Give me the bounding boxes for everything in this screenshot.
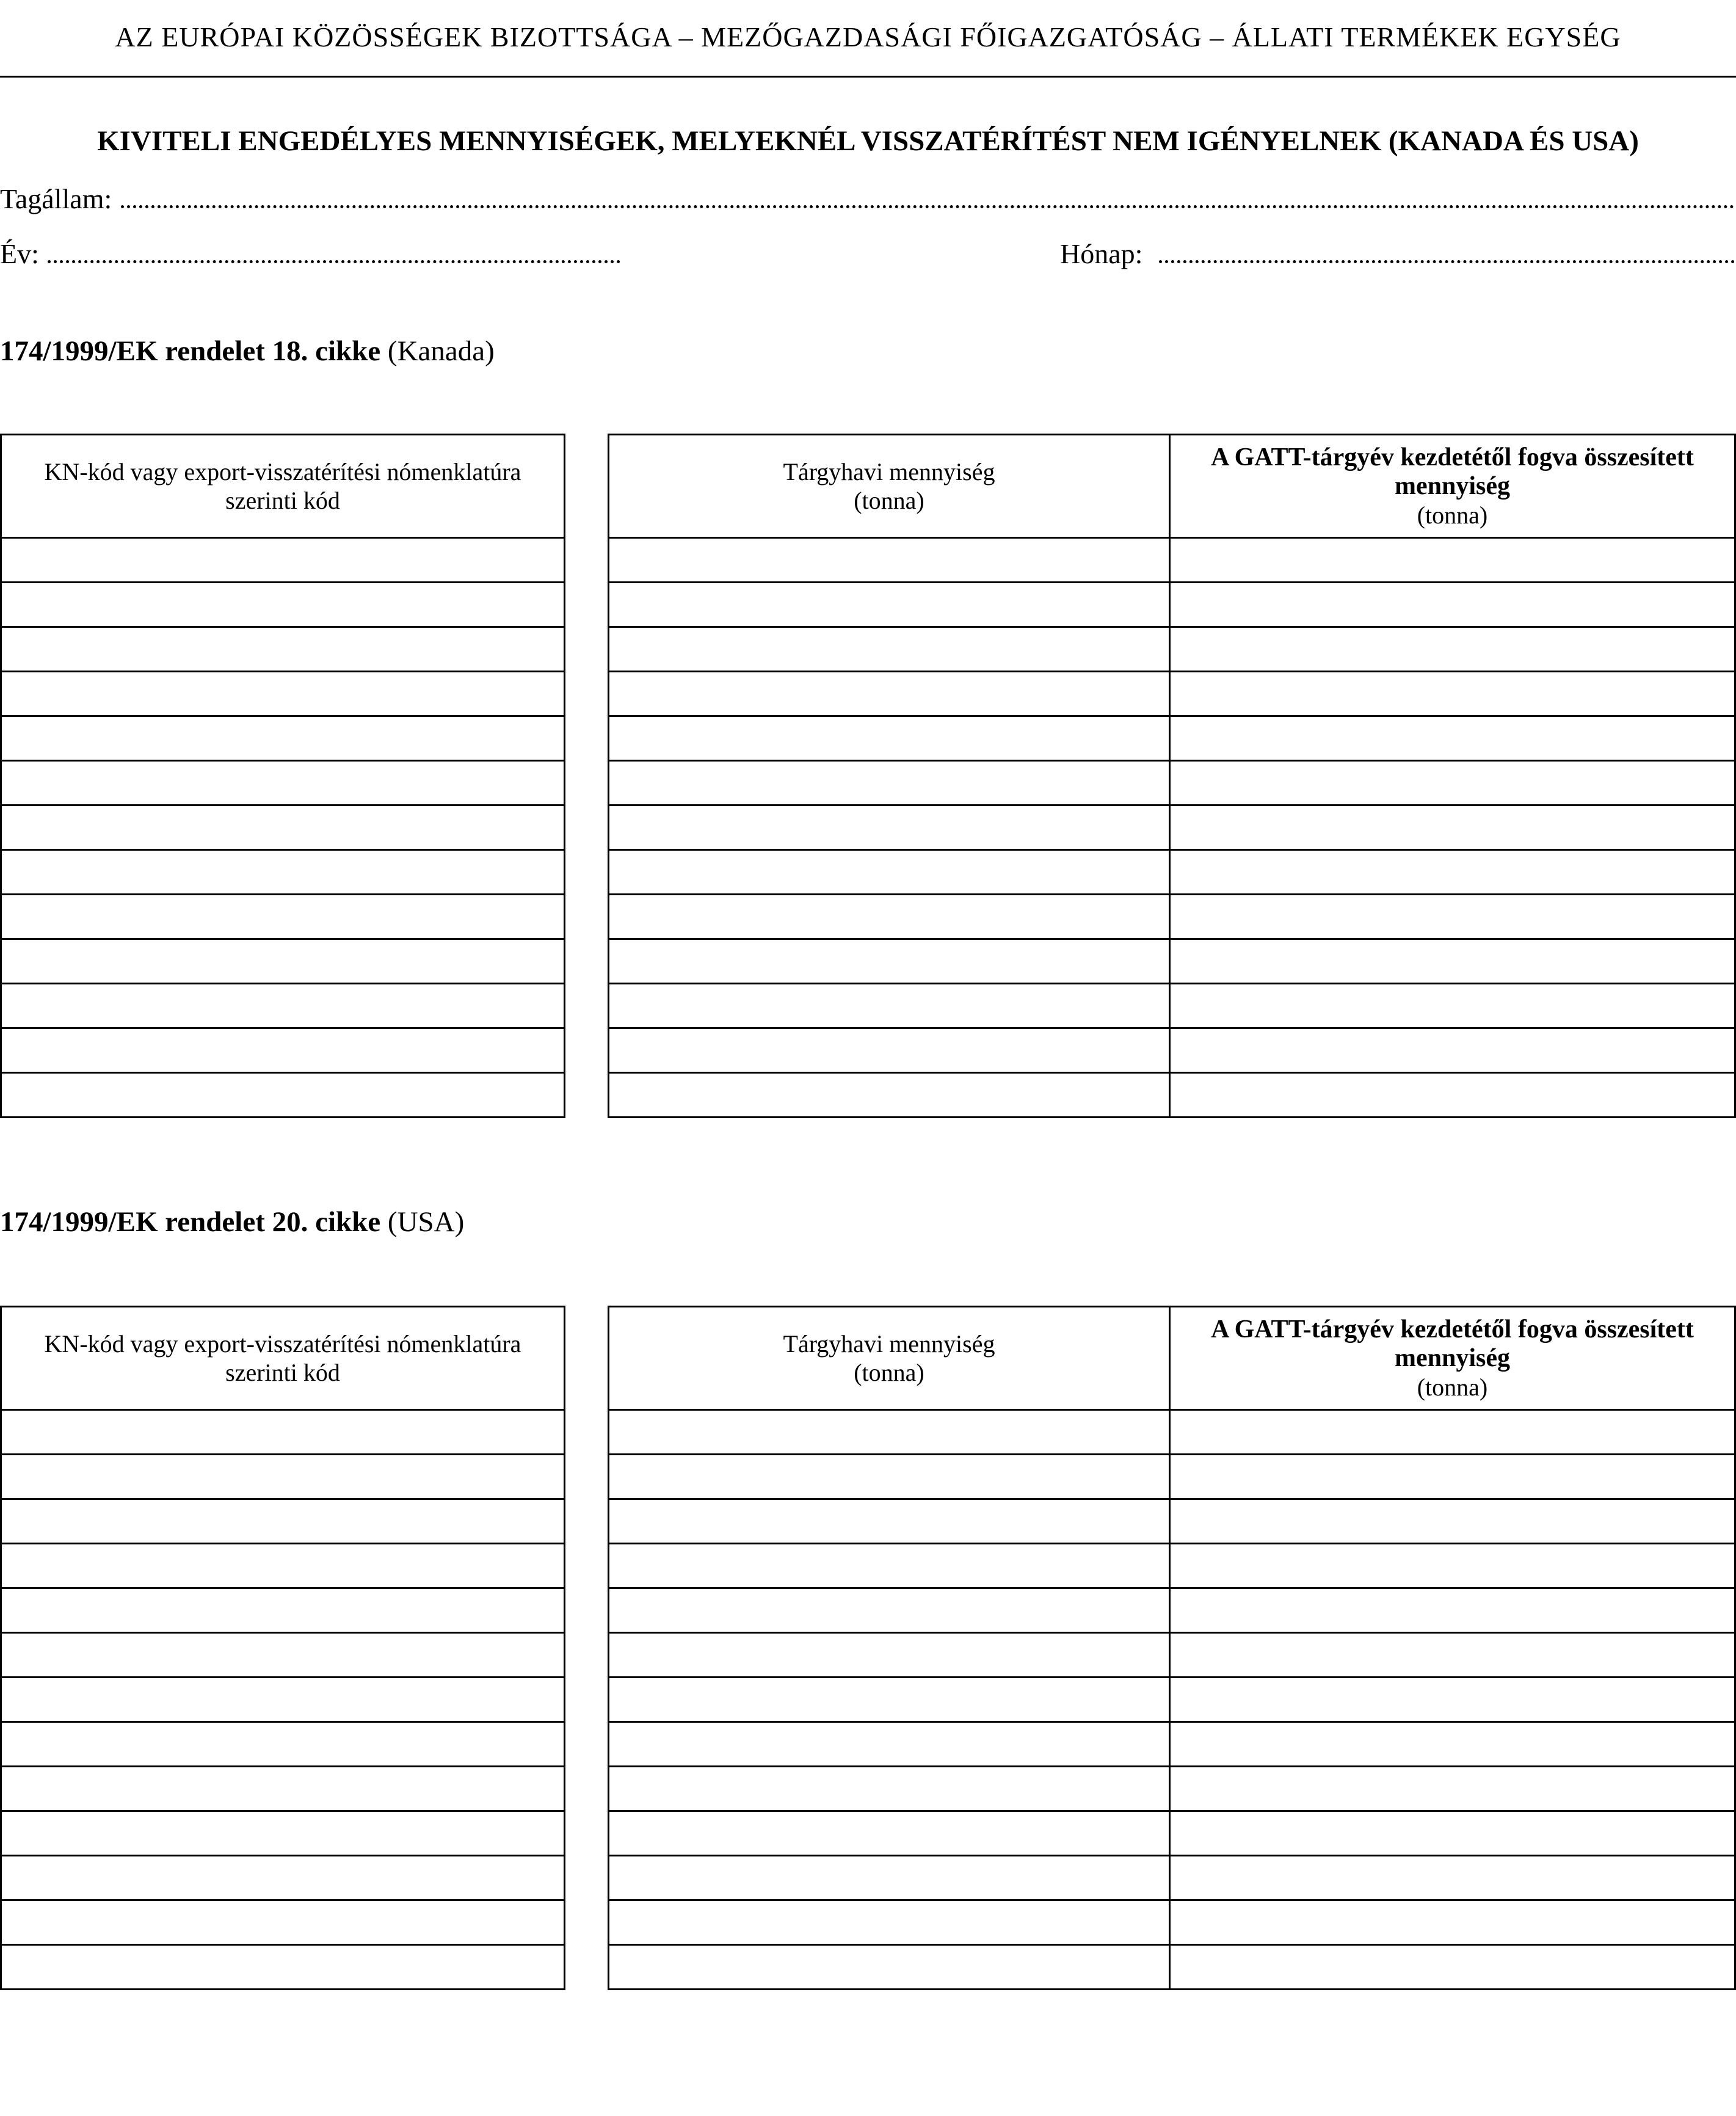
canada-code-header: KN-kód vagy export-visszatérítési nómenklatúra szerinti kód xyxy=(1,435,565,538)
usa-code-cell[interactable] xyxy=(1,1856,565,1900)
usa-quantity-row xyxy=(609,1811,1735,1856)
usa-quantity-cell[interactable] xyxy=(609,1811,1170,1856)
canada-code-row xyxy=(1,627,565,672)
canada-code-cell[interactable] xyxy=(1,1073,565,1118)
usa-code-row xyxy=(1,1678,565,1722)
canada-code-row xyxy=(1,1073,565,1118)
usa-code-row xyxy=(1,1900,565,1945)
usa-cumulative-quantity-unit: (tonna) xyxy=(1417,1373,1488,1401)
usa-monthly-quantity-unit: (tonna) xyxy=(854,1359,924,1386)
usa-monthly-quantity-label: Tárgyhavi mennyiség xyxy=(783,1330,995,1358)
canada-quantity-row xyxy=(609,895,1735,939)
usa-code-cell[interactable] xyxy=(1,1722,565,1767)
canada-quantity-cell[interactable] xyxy=(1170,672,1735,716)
member-state-label: Tagállam: xyxy=(0,183,112,214)
canada-quantity-cell[interactable] xyxy=(1170,716,1735,761)
canada-code-cell[interactable] xyxy=(1,672,565,716)
usa-quantity-cell[interactable] xyxy=(1170,1588,1735,1633)
header-text: AZ EURÓPAI KÖZÖSSÉGEK BIZOTTSÁGA – MEZŐGAZDASÁGI FŐIGAZGATÓSÁG – ÁLLATI TERMÉKEK EGYSÉG xyxy=(115,21,1621,53)
usa-quantity-row xyxy=(609,1678,1735,1722)
usa-code-row xyxy=(1,1811,565,1856)
canada-quantity-cell[interactable] xyxy=(609,939,1170,984)
canada-quantity-cell[interactable] xyxy=(1170,850,1735,895)
usa-code-row xyxy=(1,1544,565,1588)
usa-quantity-table xyxy=(608,1306,1736,1990)
usa-quantity-cell[interactable] xyxy=(609,1767,1170,1811)
usa-quantity-row xyxy=(609,1410,1735,1455)
canada-quantity-row xyxy=(609,984,1735,1028)
canada-code-cell[interactable] xyxy=(1,805,565,850)
usa-code-cell[interactable] xyxy=(1,1410,565,1455)
document-title: KIVITELI ENGEDÉLYES MENNYISÉGEK, MELYEKNÉL VISSZATÉRÍTÉST NEM IGÉNYELNEK (KANADA ÉS USA) xyxy=(97,125,1639,157)
usa-code-cell[interactable] xyxy=(1,1900,565,1945)
canada-quantity-cell[interactable] xyxy=(609,1028,1170,1073)
canada-code-rows xyxy=(1,538,565,1118)
usa-code-cell[interactable] xyxy=(1,1499,565,1544)
canada-quantity-cell[interactable] xyxy=(609,984,1170,1028)
canada-quantity-cell[interactable] xyxy=(609,672,1170,716)
canada-quantity-cell[interactable] xyxy=(1170,984,1735,1028)
section-title-usa xyxy=(0,1205,464,1239)
canada-quantity-cell[interactable] xyxy=(1170,627,1735,672)
member-state-field[interactable] xyxy=(121,205,1735,208)
usa-quantity-row xyxy=(609,1722,1735,1767)
canada-quantity-row xyxy=(609,583,1735,627)
year-label: Év: xyxy=(0,238,39,269)
usa-code-cell[interactable] xyxy=(1,1588,565,1633)
canada-quantity-row xyxy=(609,1073,1735,1118)
canada-code-cell[interactable] xyxy=(1,850,565,895)
usa-quantity-cell[interactable] xyxy=(1170,1544,1735,1588)
usa-quantity-cell[interactable] xyxy=(609,1455,1170,1499)
usa-quantity-cell[interactable] xyxy=(1170,1811,1735,1856)
canada-quantity-table xyxy=(608,434,1736,1118)
canada-code-row xyxy=(1,939,565,984)
usa-quantity-row xyxy=(609,1588,1735,1633)
year-field[interactable] xyxy=(48,260,620,263)
usa-code-row xyxy=(1,1633,565,1678)
canada-code-row xyxy=(1,805,565,850)
canada-code-table xyxy=(0,434,565,1118)
usa-code-cell[interactable] xyxy=(1,1767,565,1811)
usa-quantity-row xyxy=(609,1633,1735,1678)
usa-quantity-row xyxy=(609,1767,1735,1811)
usa-monthly-quantity-header xyxy=(609,1307,1170,1410)
usa-quantity-cell[interactable] xyxy=(1170,1633,1735,1678)
canada-code-row xyxy=(1,1028,565,1073)
usa-quantity-cell[interactable] xyxy=(1170,1856,1735,1900)
usa-code-row xyxy=(1,1767,565,1811)
usa-quantity-cell[interactable] xyxy=(609,1900,1170,1945)
canada-quantity-cell[interactable] xyxy=(609,850,1170,895)
usa-code-cell[interactable] xyxy=(1,1633,565,1678)
canada-quantity-cell[interactable] xyxy=(1170,805,1735,850)
usa-quantity-row xyxy=(609,1544,1735,1588)
usa-quantity-cell[interactable] xyxy=(1170,1767,1735,1811)
section-title-usa-country: (USA) xyxy=(387,1206,465,1238)
canada-code-cell[interactable] xyxy=(1,761,565,805)
canada-cumulative-quantity-unit: (tonna) xyxy=(1417,501,1488,529)
canada-quantity-row xyxy=(609,805,1735,850)
usa-quantity-row xyxy=(609,1900,1735,1945)
section-title-usa-bold: 174/1999/EK rendelet 20. cikke xyxy=(0,1206,381,1238)
canada-quantity-cell[interactable] xyxy=(1170,538,1735,583)
usa-quantity-cell[interactable] xyxy=(1170,1410,1735,1455)
usa-quantity-cell[interactable] xyxy=(1170,1900,1735,1945)
canada-quantity-cell[interactable] xyxy=(609,805,1170,850)
canada-quantity-cell[interactable] xyxy=(1170,895,1735,939)
canada-quantity-cell[interactable] xyxy=(609,1073,1170,1118)
usa-quantity-rows xyxy=(609,1410,1735,1990)
usa-quantity-cell[interactable] xyxy=(609,1678,1170,1722)
section-title-canada xyxy=(0,334,495,368)
canada-monthly-quantity-label: Tárgyhavi mennyiség xyxy=(783,458,995,485)
canada-code-cell[interactable] xyxy=(1,583,565,627)
section-title-canada-bold: 174/1999/EK rendelet 18. cikke xyxy=(0,335,381,367)
usa-code-header: KN-kód vagy export-visszatérítési nómenklatúra szerinti kód xyxy=(1,1307,565,1410)
canada-code-row xyxy=(1,761,565,805)
usa-cumulative-quantity-header xyxy=(1170,1307,1735,1410)
canada-monthly-quantity-unit: (tonna) xyxy=(854,487,924,514)
usa-code-table xyxy=(0,1306,565,1990)
usa-quantity-cell[interactable] xyxy=(1170,1455,1735,1499)
canada-code-row xyxy=(1,850,565,895)
canada-quantity-cell[interactable] xyxy=(609,716,1170,761)
canada-code-row xyxy=(1,716,565,761)
usa-quantity-cell[interactable] xyxy=(609,1856,1170,1900)
section-title-canada-country: (Kanada) xyxy=(387,335,495,367)
usa-code-row xyxy=(1,1410,565,1455)
canada-quantity-cell[interactable] xyxy=(1170,1028,1735,1073)
canada-code-cell[interactable] xyxy=(1,627,565,672)
usa-quantity-cell[interactable] xyxy=(1170,1499,1735,1544)
usa-code-rows xyxy=(1,1410,565,1990)
canada-code-row xyxy=(1,672,565,716)
usa-code-row xyxy=(1,1945,565,1990)
canada-quantity-row xyxy=(609,716,1735,761)
canada-quantity-cell[interactable] xyxy=(1170,583,1735,627)
usa-code-row xyxy=(1,1455,565,1499)
canada-quantity-cell[interactable] xyxy=(1170,939,1735,984)
canada-quantity-cell[interactable] xyxy=(609,761,1170,805)
usa-code-row xyxy=(1,1856,565,1900)
usa-quantity-cell[interactable] xyxy=(609,1945,1170,1990)
canada-cumulative-quantity-header xyxy=(1170,435,1735,538)
usa-quantity-cell[interactable] xyxy=(1170,1678,1735,1722)
canada-quantity-row xyxy=(609,850,1735,895)
usa-quantity-row xyxy=(609,1856,1735,1900)
canada-monthly-quantity-header xyxy=(609,435,1170,538)
usa-code-cell[interactable] xyxy=(1,1544,565,1588)
canada-code-cell[interactable] xyxy=(1,538,565,583)
canada-code-cell[interactable] xyxy=(1,895,565,939)
canada-quantity-row xyxy=(609,1028,1735,1073)
usa-quantity-cell[interactable] xyxy=(609,1588,1170,1633)
usa-quantity-cell[interactable] xyxy=(609,1499,1170,1544)
canada-code-cell[interactable] xyxy=(1,1028,565,1073)
canada-code-row xyxy=(1,538,565,583)
canada-quantity-cell[interactable] xyxy=(1170,761,1735,805)
usa-code-cell[interactable] xyxy=(1,1811,565,1856)
canada-quantity-cell[interactable] xyxy=(609,583,1170,627)
canada-quantity-rows xyxy=(609,538,1735,1118)
canada-quantity-row xyxy=(609,939,1735,984)
usa-quantity-cell[interactable] xyxy=(609,1410,1170,1455)
usa-quantity-cell[interactable] xyxy=(609,1544,1170,1588)
canada-code-cell[interactable] xyxy=(1,984,565,1028)
canada-code-cell[interactable] xyxy=(1,716,565,761)
usa-quantity-cell[interactable] xyxy=(1170,1722,1735,1767)
usa-code-row xyxy=(1,1499,565,1544)
usa-quantity-row xyxy=(609,1945,1735,1990)
page-header xyxy=(0,0,1736,78)
usa-quantity-cell[interactable] xyxy=(1170,1945,1735,1990)
usa-code-cell[interactable] xyxy=(1,1945,565,1990)
canada-quantity-cell[interactable] xyxy=(609,627,1170,672)
usa-code-cell[interactable] xyxy=(1,1678,565,1722)
usa-code-row xyxy=(1,1588,565,1633)
canada-cumulative-quantity-label: A GATT-tárgyév kezdetétől fogva összesített mennyiség xyxy=(1211,443,1694,500)
canada-code-row xyxy=(1,583,565,627)
canada-quantity-cell[interactable] xyxy=(609,538,1170,583)
usa-code-cell[interactable] xyxy=(1,1455,565,1499)
canada-code-cell[interactable] xyxy=(1,939,565,984)
usa-cumulative-quantity-label: A GATT-tárgyév kezdetétől fogva összesített mennyiség xyxy=(1211,1315,1694,1372)
canada-quantity-row xyxy=(609,761,1735,805)
canada-quantity-cell[interactable] xyxy=(609,895,1170,939)
canada-code-row xyxy=(1,895,565,939)
usa-quantity-row xyxy=(609,1455,1735,1499)
canada-quantity-row xyxy=(609,627,1735,672)
month-field[interactable] xyxy=(1159,260,1735,263)
usa-quantity-cell[interactable] xyxy=(609,1722,1170,1767)
canada-quantity-row xyxy=(609,672,1735,716)
usa-quantity-row xyxy=(609,1499,1735,1544)
canada-quantity-row xyxy=(609,538,1735,583)
month-label: Hónap: xyxy=(1060,238,1143,269)
canada-code-row xyxy=(1,984,565,1028)
usa-code-row xyxy=(1,1722,565,1767)
usa-quantity-cell[interactable] xyxy=(609,1633,1170,1678)
canada-quantity-cell[interactable] xyxy=(1170,1073,1735,1118)
